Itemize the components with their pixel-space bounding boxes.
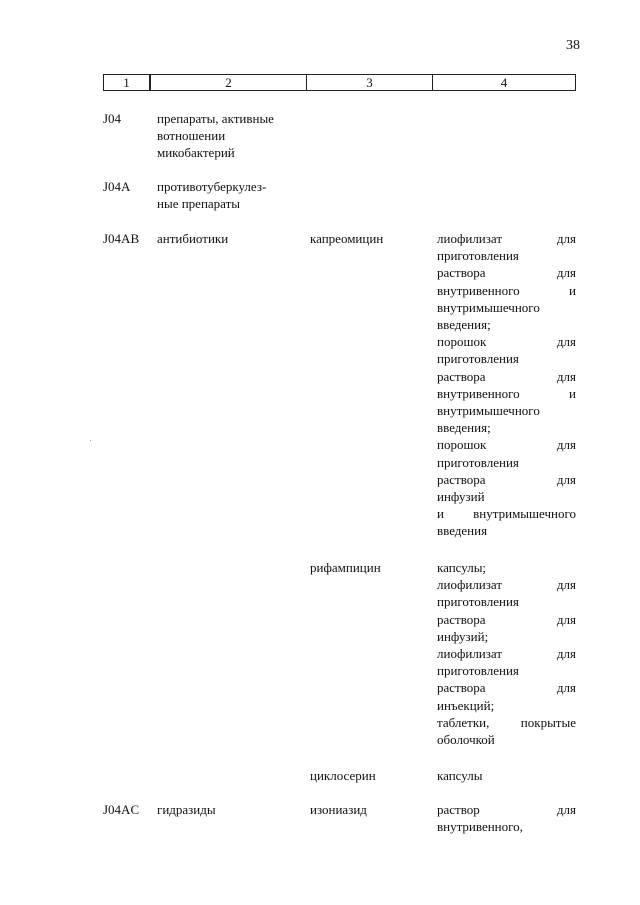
dosage-form-line: внутримышечного (437, 299, 540, 315)
word: покрытые (520, 714, 576, 730)
word: порошок (437, 334, 487, 350)
dosage-form-line: оболочкой (437, 732, 495, 748)
dosage-form-line: инфузий; (437, 628, 489, 644)
dosage-form-line (437, 611, 576, 628)
dosage-form-line: капсулы (437, 768, 483, 783)
group-name (157, 178, 297, 212)
group-name-line-justified (157, 127, 297, 144)
dosage-form-line (437, 368, 576, 385)
dosage-form-line (437, 471, 576, 488)
group-name (157, 801, 297, 818)
dosage-form-line (437, 645, 576, 662)
word: раствор (437, 802, 480, 817)
atc-code: J04A (103, 179, 131, 194)
dosage-form-line: введения (437, 523, 488, 539)
word: внутримышечного (473, 506, 576, 522)
dosage-forms (437, 230, 576, 540)
dosage-form-line: приготовления (437, 351, 519, 367)
dosage-form-line (437, 801, 576, 818)
dosage-form-line (437, 679, 576, 696)
word: для (556, 334, 576, 350)
word: раствора (437, 680, 486, 696)
atc-code: J04AC (103, 802, 140, 817)
dosage-form-line (437, 714, 576, 731)
table-header (103, 74, 576, 91)
scan-speck (90, 440, 91, 441)
dosage-forms (437, 767, 576, 784)
word: раствора (437, 265, 486, 281)
word: для (556, 611, 576, 627)
dosage-forms (437, 559, 576, 748)
group-name-line: противотуберкулез- (157, 179, 267, 194)
header-col-3: 3 (307, 75, 433, 90)
dosage-form-line: приготовления (437, 594, 519, 610)
word: внутривенного (437, 282, 520, 298)
dosage-form-line (437, 333, 576, 350)
dosage-form-line (437, 576, 576, 593)
dosage-form-line: введения; (437, 420, 491, 436)
group-name-line: препараты, активные (157, 111, 274, 126)
group-name-line: гидразиды (157, 802, 216, 817)
group-name (157, 230, 297, 247)
header-col-1: 1 (103, 75, 150, 90)
group-name-line: микобактерий (157, 145, 235, 160)
atc-code: J04 (103, 111, 122, 126)
dosage-form-line: введения; (437, 317, 491, 333)
word: для (556, 577, 576, 593)
word: таблетки, (437, 714, 490, 730)
drug-name: рифампицин (310, 560, 381, 575)
dosage-form-line (437, 436, 576, 453)
dosage-form-line (437, 264, 576, 281)
dosage-form-line: капсулы; (437, 560, 487, 575)
word: внутривенного (437, 385, 520, 401)
word: раствора (437, 471, 486, 487)
dosage-form-line: инфузий (437, 489, 485, 505)
dosage-form-line: приготовления (437, 454, 519, 470)
word: лиофилизат (437, 577, 503, 593)
word: для (556, 802, 576, 817)
word: для (556, 680, 576, 696)
word: лиофилизат (437, 646, 503, 662)
word: лиофилизат (437, 231, 503, 246)
word: для (556, 646, 576, 662)
drug-name: капреомицин (310, 231, 384, 246)
word: для (556, 437, 576, 453)
dosage-forms (437, 801, 576, 835)
dosage-form-line (437, 230, 576, 247)
word: порошок (437, 437, 487, 453)
group-name-line: ные препараты (157, 196, 241, 211)
group-name-line: антибиотики (157, 231, 229, 246)
word: для (556, 231, 576, 246)
dosage-form-line: внутримышечного (437, 403, 540, 419)
dosage-form-line: приготовления (437, 248, 519, 264)
word: для (556, 471, 576, 487)
atc-code: J04AB (103, 231, 140, 246)
drug-name: циклосерин (310, 768, 376, 783)
dosage-form-line (437, 385, 576, 402)
word: в (157, 128, 164, 143)
group-name (157, 110, 297, 161)
header-col-4: 4 (433, 75, 576, 90)
drug-name: изониазид (310, 802, 367, 817)
word: раствора (437, 368, 486, 384)
word: и (569, 385, 576, 401)
dosage-form-line (437, 282, 576, 299)
page-number: 38 (566, 38, 580, 53)
dosage-form-line: приготовления (437, 663, 519, 679)
dosage-form-line: инъекций; (437, 697, 495, 713)
word: отношении (163, 128, 226, 143)
dosage-form-line (437, 505, 576, 522)
header-col-2: 2 (150, 75, 307, 90)
word: для (556, 368, 576, 384)
word: раствора (437, 611, 486, 627)
word: и (437, 506, 444, 522)
dosage-form-line: внутривенного, (437, 819, 523, 835)
word: и (569, 282, 576, 298)
word: для (556, 265, 576, 281)
